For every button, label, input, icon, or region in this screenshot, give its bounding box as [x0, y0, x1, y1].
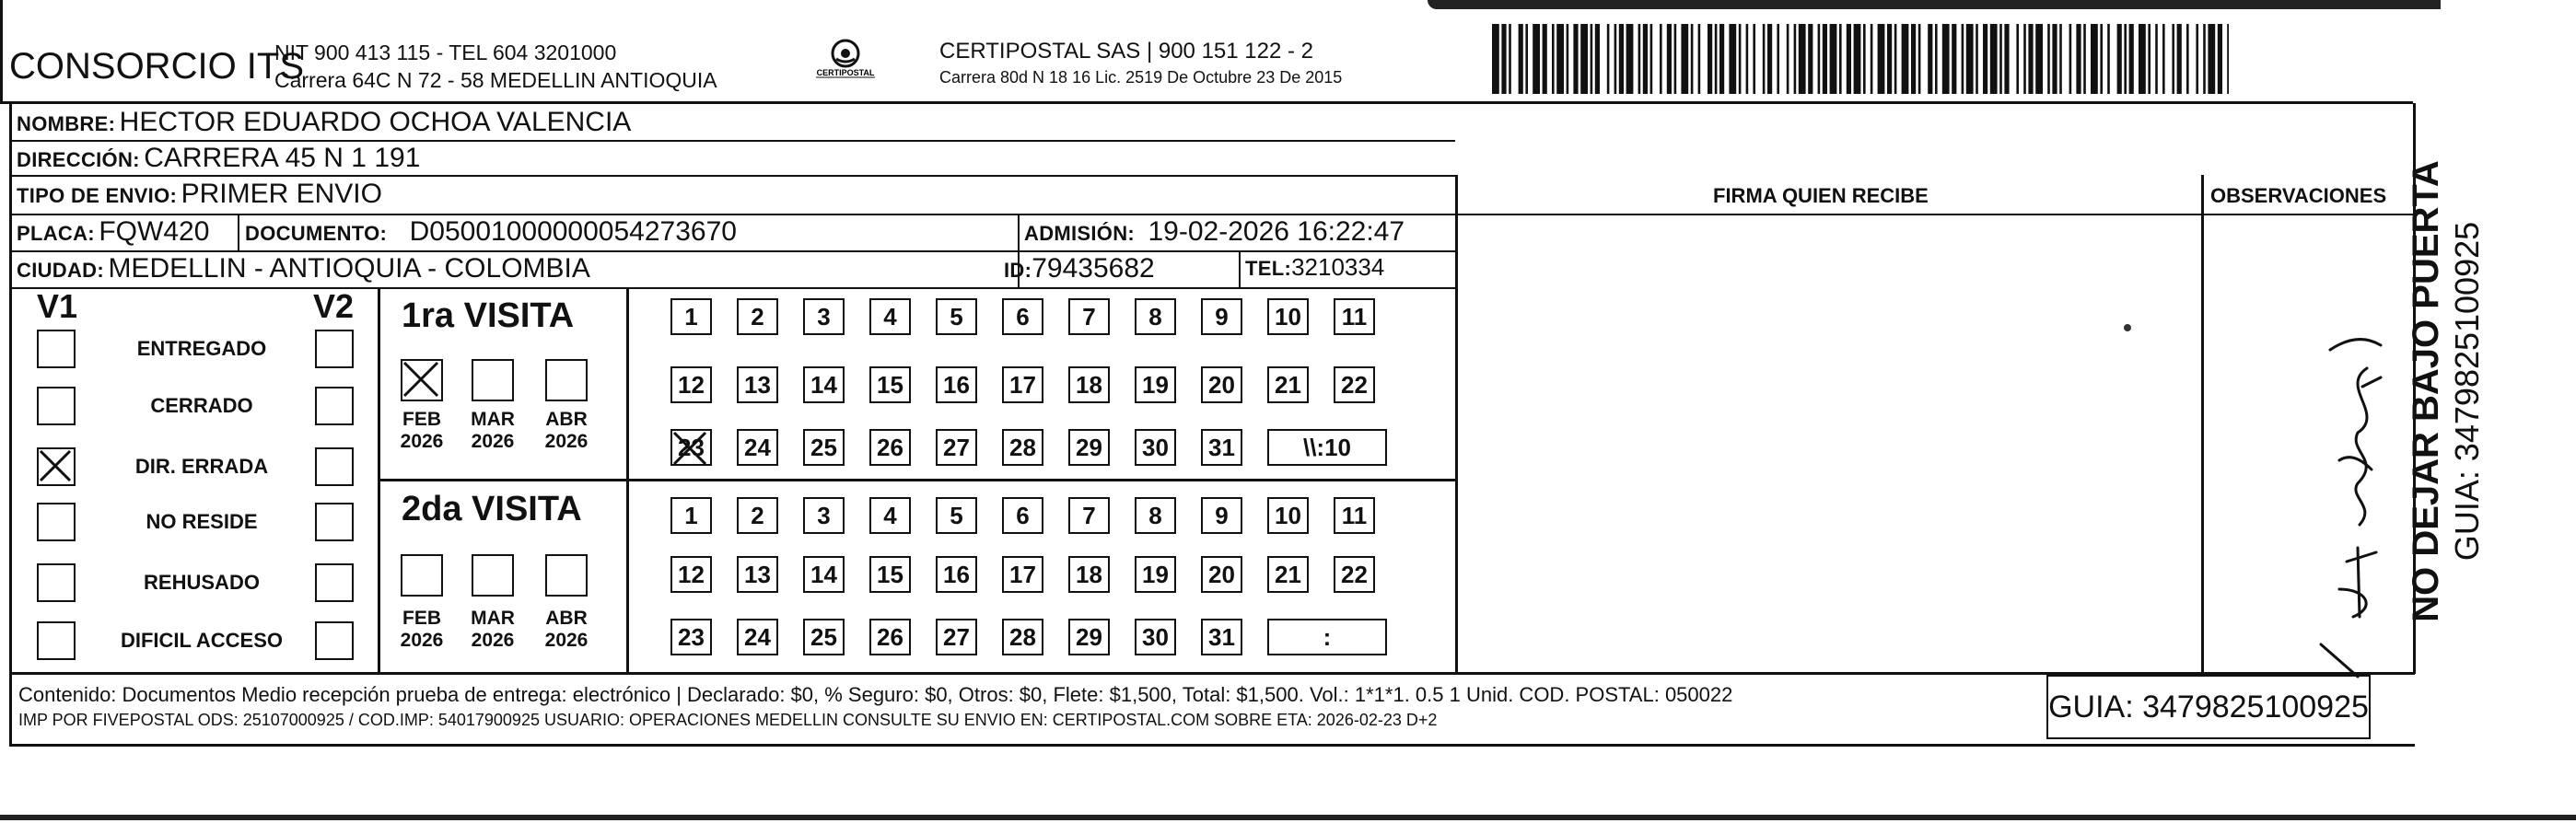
barcode-bar	[1691, 24, 1694, 94]
barcode-bar	[1918, 24, 1921, 94]
month-label: MAR 2026	[471, 608, 515, 651]
barcode-bar	[1638, 24, 1641, 94]
admision-value: 19-02-2026 16:22:47	[1148, 216, 1405, 247]
day-box[interactable]: 30	[1135, 429, 1176, 466]
barcode-bar	[1976, 24, 1978, 94]
barcode-bar	[1660, 24, 1662, 94]
header-bottom-border	[0, 101, 2413, 104]
side-warning: NO DEJAR BAJO PUERTA	[2406, 160, 2446, 622]
time-box[interactable]: :	[1267, 619, 1387, 655]
v2-checkbox[interactable]	[315, 447, 354, 486]
barcode-bar	[1543, 24, 1547, 94]
day-box[interactable]: 20	[1201, 366, 1242, 403]
documento-value: D05001000000054273670	[409, 216, 737, 247]
barcode-bar	[2139, 24, 2146, 94]
month-label: FEB 2026	[400, 608, 444, 651]
footer-content-line: Contenido: Documentos Medio recepción prueba de entrega: electrónico | Declarado: $0, % Seguro: $0, Otros: $0, Flete: $1,500, Total: $1,500. Vol.: 1*1*1. 0.5 1 Unid. COD. POSTAL: 050022	[18, 683, 1733, 706]
v1-checkbox[interactable]	[37, 563, 76, 602]
observaciones-header: OBSERVACIONES	[2210, 184, 2387, 207]
barcode-bar	[1509, 24, 1511, 94]
day-box[interactable]: 25	[803, 619, 845, 655]
logo-wordmark: CERTIPOSTAL	[816, 68, 875, 77]
ciudad-label: CIUDAD:	[17, 259, 104, 282]
day-box[interactable]: 27	[936, 429, 977, 466]
day-box[interactable]: 29	[1068, 619, 1110, 655]
certipostal-logo	[809, 37, 882, 92]
v2-checkbox[interactable]	[315, 387, 354, 425]
barcode-bar	[2083, 24, 2086, 94]
barcode-bar	[1871, 24, 1873, 94]
day-box[interactable]: 27	[936, 619, 977, 655]
barcode-bar	[2196, 24, 2198, 94]
nombre-label: NOMBRE:	[17, 112, 116, 135]
barcode-bar	[2203, 24, 2206, 94]
barcode-bar	[1942, 24, 1950, 94]
v2-checkbox[interactable]	[315, 563, 354, 602]
month-checkbox[interactable]	[472, 359, 514, 401]
barcode-bar	[1808, 24, 1813, 94]
day-box[interactable]: 13	[737, 366, 778, 403]
day-box[interactable]: 11	[1334, 298, 1375, 335]
status-label: REHUSADO	[144, 571, 260, 594]
day-box[interactable]: 3	[803, 497, 845, 534]
barcode-bar	[2069, 24, 2072, 94]
barcode-bar	[1962, 24, 1964, 94]
company-info	[274, 39, 717, 94]
day-box[interactable]: 22	[1334, 366, 1375, 403]
day-box[interactable]: 12	[670, 556, 712, 593]
barcode-bar	[2117, 24, 2122, 94]
tipo-row	[17, 179, 382, 210]
day-box[interactable]: 3	[803, 298, 845, 335]
footer-print-line: IMP POR FIVEPOSTAL ODS: 25107000925 / COD.IMP: 54017900925 USUARIO: OPERACIONES MEDELLIN CONSULTE SU ENVIO EN: CERTIPOSTAL.COM SOBRE ETA: 2026-02-23 D+2	[18, 711, 1438, 729]
row-divider	[9, 287, 1455, 289]
barcode-bar	[1492, 24, 1499, 94]
nombre-row	[17, 107, 631, 138]
barcode-bar	[1999, 24, 2002, 94]
day-box[interactable]: 11	[1334, 497, 1375, 534]
barcode-bar	[1863, 24, 1866, 94]
barcode-bar	[1839, 24, 1842, 94]
day-box[interactable]: 21	[1267, 366, 1309, 403]
tel-label: TEL:	[1245, 257, 1292, 280]
id-row	[1004, 253, 1155, 284]
v1-checkbox[interactable]	[37, 387, 76, 425]
status-label: DIFICIL ACCESO	[120, 629, 283, 652]
company-name: CONSORCIO ITS	[9, 46, 305, 87]
visit2-title: 2da VISITA	[402, 490, 582, 528]
barcode-bar	[2162, 24, 2165, 94]
day-box[interactable]: 29	[1068, 429, 1110, 466]
month-label: ABR 2026	[544, 608, 589, 651]
side-guia: GUIA: 3479825100925	[2448, 221, 2486, 562]
barcode-bar	[1525, 24, 1528, 94]
barcode-bar	[1753, 24, 1755, 94]
barcode-bar	[1777, 24, 1779, 94]
barcode-bar	[1698, 24, 1701, 94]
day-box[interactable]: 31	[1201, 619, 1242, 655]
day-box[interactable]: 26	[869, 619, 911, 655]
top-edge-bar	[1428, 0, 2441, 9]
row-divider	[9, 140, 1455, 142]
day-box[interactable]: 19	[1135, 366, 1176, 403]
ink-dot	[2124, 324, 2131, 331]
barcode-bar	[1767, 24, 1772, 94]
barcode-bar	[1552, 24, 1555, 94]
barcode-bar	[1739, 24, 1742, 94]
barcode-bar	[1894, 24, 1897, 94]
month-label: MAR 2026	[471, 409, 515, 452]
barcode-bar	[2177, 24, 2182, 94]
barcode	[1492, 24, 2229, 94]
barcode-bar	[1928, 24, 1932, 94]
barcode-bar	[2155, 24, 2158, 94]
barcode-bar	[1911, 24, 1916, 94]
barcode-bar	[2004, 24, 2009, 94]
day-box[interactable]: 21	[1267, 556, 1309, 593]
day-box[interactable]: 6	[1002, 298, 1043, 335]
barcode-bar	[1519, 24, 1523, 94]
barcode-bar	[1990, 24, 1998, 94]
documento-row	[245, 216, 737, 248]
tipo-value: PRIMER ENVIO	[181, 179, 382, 209]
v2-checkbox[interactable]	[315, 330, 354, 368]
side-text	[2391, 115, 2501, 667]
day-box[interactable]: 19	[1135, 556, 1176, 593]
barcode-bar	[1935, 24, 1938, 94]
status-label: DIR. ERRADA	[134, 455, 269, 478]
barcode-bar	[1567, 24, 1569, 94]
ciudad-row	[17, 253, 590, 284]
v1-checkbox[interactable]	[37, 503, 76, 541]
month-checkbox[interactable]	[401, 359, 443, 401]
day-box[interactable]: 17	[1002, 366, 1043, 403]
admision-row	[1024, 216, 1405, 248]
tel-value: 3210334	[1291, 253, 1385, 281]
firma-header: FIRMA QUIEN RECIBE	[1713, 184, 1929, 207]
day-box[interactable]: 16	[936, 366, 977, 403]
barcode-bar	[1818, 24, 1821, 94]
barcode-bar	[2227, 24, 2229, 94]
header-left-border	[0, 0, 3, 103]
barcode-bar	[1614, 24, 1617, 94]
nombre-value: HECTOR EDUARDO OCHOA VALENCIA	[119, 107, 632, 137]
barcode-bar	[1799, 24, 1806, 94]
barcode-bar	[1715, 24, 1718, 94]
visit-divider	[378, 479, 1455, 481]
v1-checkbox[interactable]	[37, 447, 76, 486]
barcode-bar	[1626, 24, 1634, 94]
day-box[interactable]: 7	[1068, 298, 1110, 335]
bottom-edge-bar	[0, 815, 2576, 820]
barcode-bar	[1650, 24, 1653, 94]
month-checkbox[interactable]	[545, 359, 588, 401]
barcode-bar	[1854, 24, 1861, 94]
firma-left-border	[1455, 175, 1458, 672]
v1-header: V1	[37, 287, 78, 325]
day-box[interactable]: 9	[1201, 497, 1242, 534]
barcode-bar	[1607, 24, 1610, 94]
day-box[interactable]: 18	[1068, 366, 1110, 403]
barcode-bar	[1830, 24, 1837, 94]
day-box[interactable]: 24	[737, 429, 778, 466]
tipo-label: TIPO DE ENVIO:	[17, 184, 178, 207]
barcode-bar	[1763, 24, 1766, 94]
barcode-bar	[1952, 24, 1956, 94]
barcode-bar	[2059, 24, 2062, 94]
day-box[interactable]: 16	[936, 556, 977, 593]
barcode-bar	[1580, 24, 1588, 94]
documento-label: DOCUMENTO:	[245, 222, 388, 245]
day-box[interactable]: 26	[869, 429, 911, 466]
barcode-bar	[2107, 24, 2110, 94]
barcode-bar	[1966, 24, 1974, 94]
day-box[interactable]: 13	[737, 556, 778, 593]
direccion-value: CARRERA 45 N 1 191	[144, 143, 421, 173]
barcode-bar	[2129, 24, 2134, 94]
day-box[interactable]: 15	[869, 366, 911, 403]
tel-row	[1245, 253, 1384, 282]
day-box[interactable]: 30	[1135, 619, 1176, 655]
direccion-label: DIRECCIÓN:	[17, 148, 140, 171]
barcode-bar	[1674, 24, 1677, 94]
row-divider	[9, 175, 1455, 177]
day-box[interactable]: 15	[869, 556, 911, 593]
barcode-bar	[2016, 24, 2019, 94]
placa-value: FQW420	[99, 216, 210, 247]
ciudad-value: MEDELLIN - ANTIOQUIA - COLOMBIA	[108, 253, 590, 284]
day-box[interactable]: 20	[1201, 556, 1242, 593]
day-box[interactable]: 14	[803, 366, 845, 403]
day-box[interactable]: 14	[803, 556, 845, 593]
nit-line: NIT 900 413 115 - TEL 604 3201000	[274, 41, 617, 64]
barcode-bar	[1591, 24, 1593, 94]
id-value: 79435682	[1032, 253, 1155, 284]
barcode-bar	[1887, 24, 1892, 94]
month-checkbox[interactable]	[545, 554, 588, 597]
v1-checkbox[interactable]	[37, 330, 76, 368]
placa-divider	[238, 214, 239, 250]
v2-header: V2	[313, 287, 355, 325]
barcode-bar	[2035, 24, 2043, 94]
barcode-bar	[1619, 24, 1624, 94]
barcode-bar	[1719, 24, 1724, 94]
barcode-bar	[1794, 24, 1797, 94]
barcode-bar	[1556, 24, 1564, 94]
day-box[interactable]: 17	[1002, 556, 1043, 593]
barcode-bar	[2023, 24, 2026, 94]
admision-label: ADMISIÓN:	[1024, 222, 1136, 245]
observaciones-left-border	[2201, 175, 2204, 672]
day-box[interactable]: 25	[803, 429, 845, 466]
day-box[interactable]: 2	[737, 298, 778, 335]
day-box[interactable]: 4	[869, 497, 911, 534]
day-box[interactable]: 28	[1002, 429, 1043, 466]
day-box[interactable]: 9	[1201, 298, 1242, 335]
barcode-bar	[1501, 24, 1506, 94]
certipostal-line: CERTIPOSTAL SAS | 900 151 122 - 2	[939, 39, 1313, 64]
day-box[interactable]: 10	[1267, 298, 1309, 335]
id-label: ID:	[1004, 259, 1032, 282]
barcode-bar	[1533, 24, 1540, 94]
barcode-bar	[1983, 24, 1987, 94]
status-label: NO RESIDE	[146, 510, 258, 533]
footer-bottom-border	[9, 744, 2415, 747]
barcode-bar	[1643, 24, 1648, 94]
barcode-bar	[1902, 24, 1909, 94]
row-divider-full	[9, 214, 2415, 215]
barcode-bar	[1746, 24, 1749, 94]
barcode-bar	[2218, 24, 2222, 94]
day-box[interactable]: 22	[1334, 556, 1375, 593]
day-box[interactable]: 23	[670, 619, 712, 655]
barcode-bar	[2047, 24, 2050, 94]
barcode-bar	[2091, 24, 2098, 94]
day-box[interactable]: 4	[869, 298, 911, 335]
status-label: CERRADO	[150, 394, 253, 417]
visit1-title: 1ra VISITA	[402, 296, 575, 335]
barcode-bar	[1667, 24, 1672, 94]
barcode-bar	[2148, 24, 2151, 94]
placa-row	[17, 216, 209, 248]
tel-divider	[1239, 250, 1241, 287]
day-box[interactable]: 7	[1068, 497, 1110, 534]
address-line: Carrera 64C N 72 - 58 MEDELLIN ANTIOQUIA	[274, 68, 717, 92]
barcode-bar	[2076, 24, 2081, 94]
month-checkbox[interactable]	[472, 554, 514, 597]
status-label: ENTREGADO	[136, 337, 267, 360]
day-box[interactable]: 6	[1002, 497, 1043, 534]
barcode-bar	[2186, 24, 2189, 94]
barcode-bar	[2172, 24, 2174, 94]
barcode-bar	[1573, 24, 1578, 94]
day-box[interactable]: 5	[936, 497, 977, 534]
time-box[interactable]: \\:10	[1267, 429, 1387, 466]
barcode-bar	[1681, 24, 1688, 94]
certipostal-license: Carrera 80d N 18 16 Lic. 2519 De Octubre 23 De 2015	[939, 68, 1343, 87]
month-label: FEB 2026	[400, 409, 444, 452]
day-box[interactable]: 8	[1135, 497, 1176, 534]
barcode-bar	[1708, 24, 1712, 94]
barcode-bar	[1729, 24, 1736, 94]
day-box[interactable]: 2	[737, 497, 778, 534]
day-box[interactable]: 24	[737, 619, 778, 655]
barcode-bar	[1823, 24, 1827, 94]
handwritten-note-signature	[2302, 313, 2404, 681]
day-box[interactable]: 31	[1201, 429, 1242, 466]
guia-number: GUIA: 3479825100925	[2046, 675, 2371, 739]
barcode-bar	[1878, 24, 1885, 94]
barcode-bar	[2124, 24, 2127, 94]
placa-label: PLACA:	[17, 222, 95, 245]
barcode-bar	[1787, 24, 1789, 94]
day-box[interactable]: 5	[936, 298, 977, 335]
day-box[interactable]: 12	[670, 366, 712, 403]
v1-checkbox[interactable]	[37, 621, 76, 660]
direccion-row	[17, 143, 420, 174]
day-box[interactable]: 23	[670, 429, 712, 466]
barcode-bar	[1595, 24, 1600, 94]
month-checkbox[interactable]	[401, 554, 443, 597]
barcode-bar	[2028, 24, 2033, 94]
day-box[interactable]: 28	[1002, 619, 1043, 655]
barcode-bar	[1847, 24, 1851, 94]
barcode-bar	[2052, 24, 2057, 94]
barcode-bar	[2208, 24, 2215, 94]
v2-checkbox[interactable]	[315, 503, 354, 541]
footer-left-border	[9, 672, 12, 746]
day-box[interactable]: 1	[670, 497, 712, 534]
barcode-bar	[2100, 24, 2103, 94]
month-label: ABR 2026	[544, 409, 589, 452]
day-box[interactable]: 8	[1135, 298, 1176, 335]
day-box[interactable]: 10	[1267, 497, 1309, 534]
v2-checkbox[interactable]	[315, 621, 354, 660]
day-box[interactable]: 1	[670, 298, 712, 335]
day-box[interactable]: 18	[1068, 556, 1110, 593]
form-left-border	[9, 103, 12, 674]
